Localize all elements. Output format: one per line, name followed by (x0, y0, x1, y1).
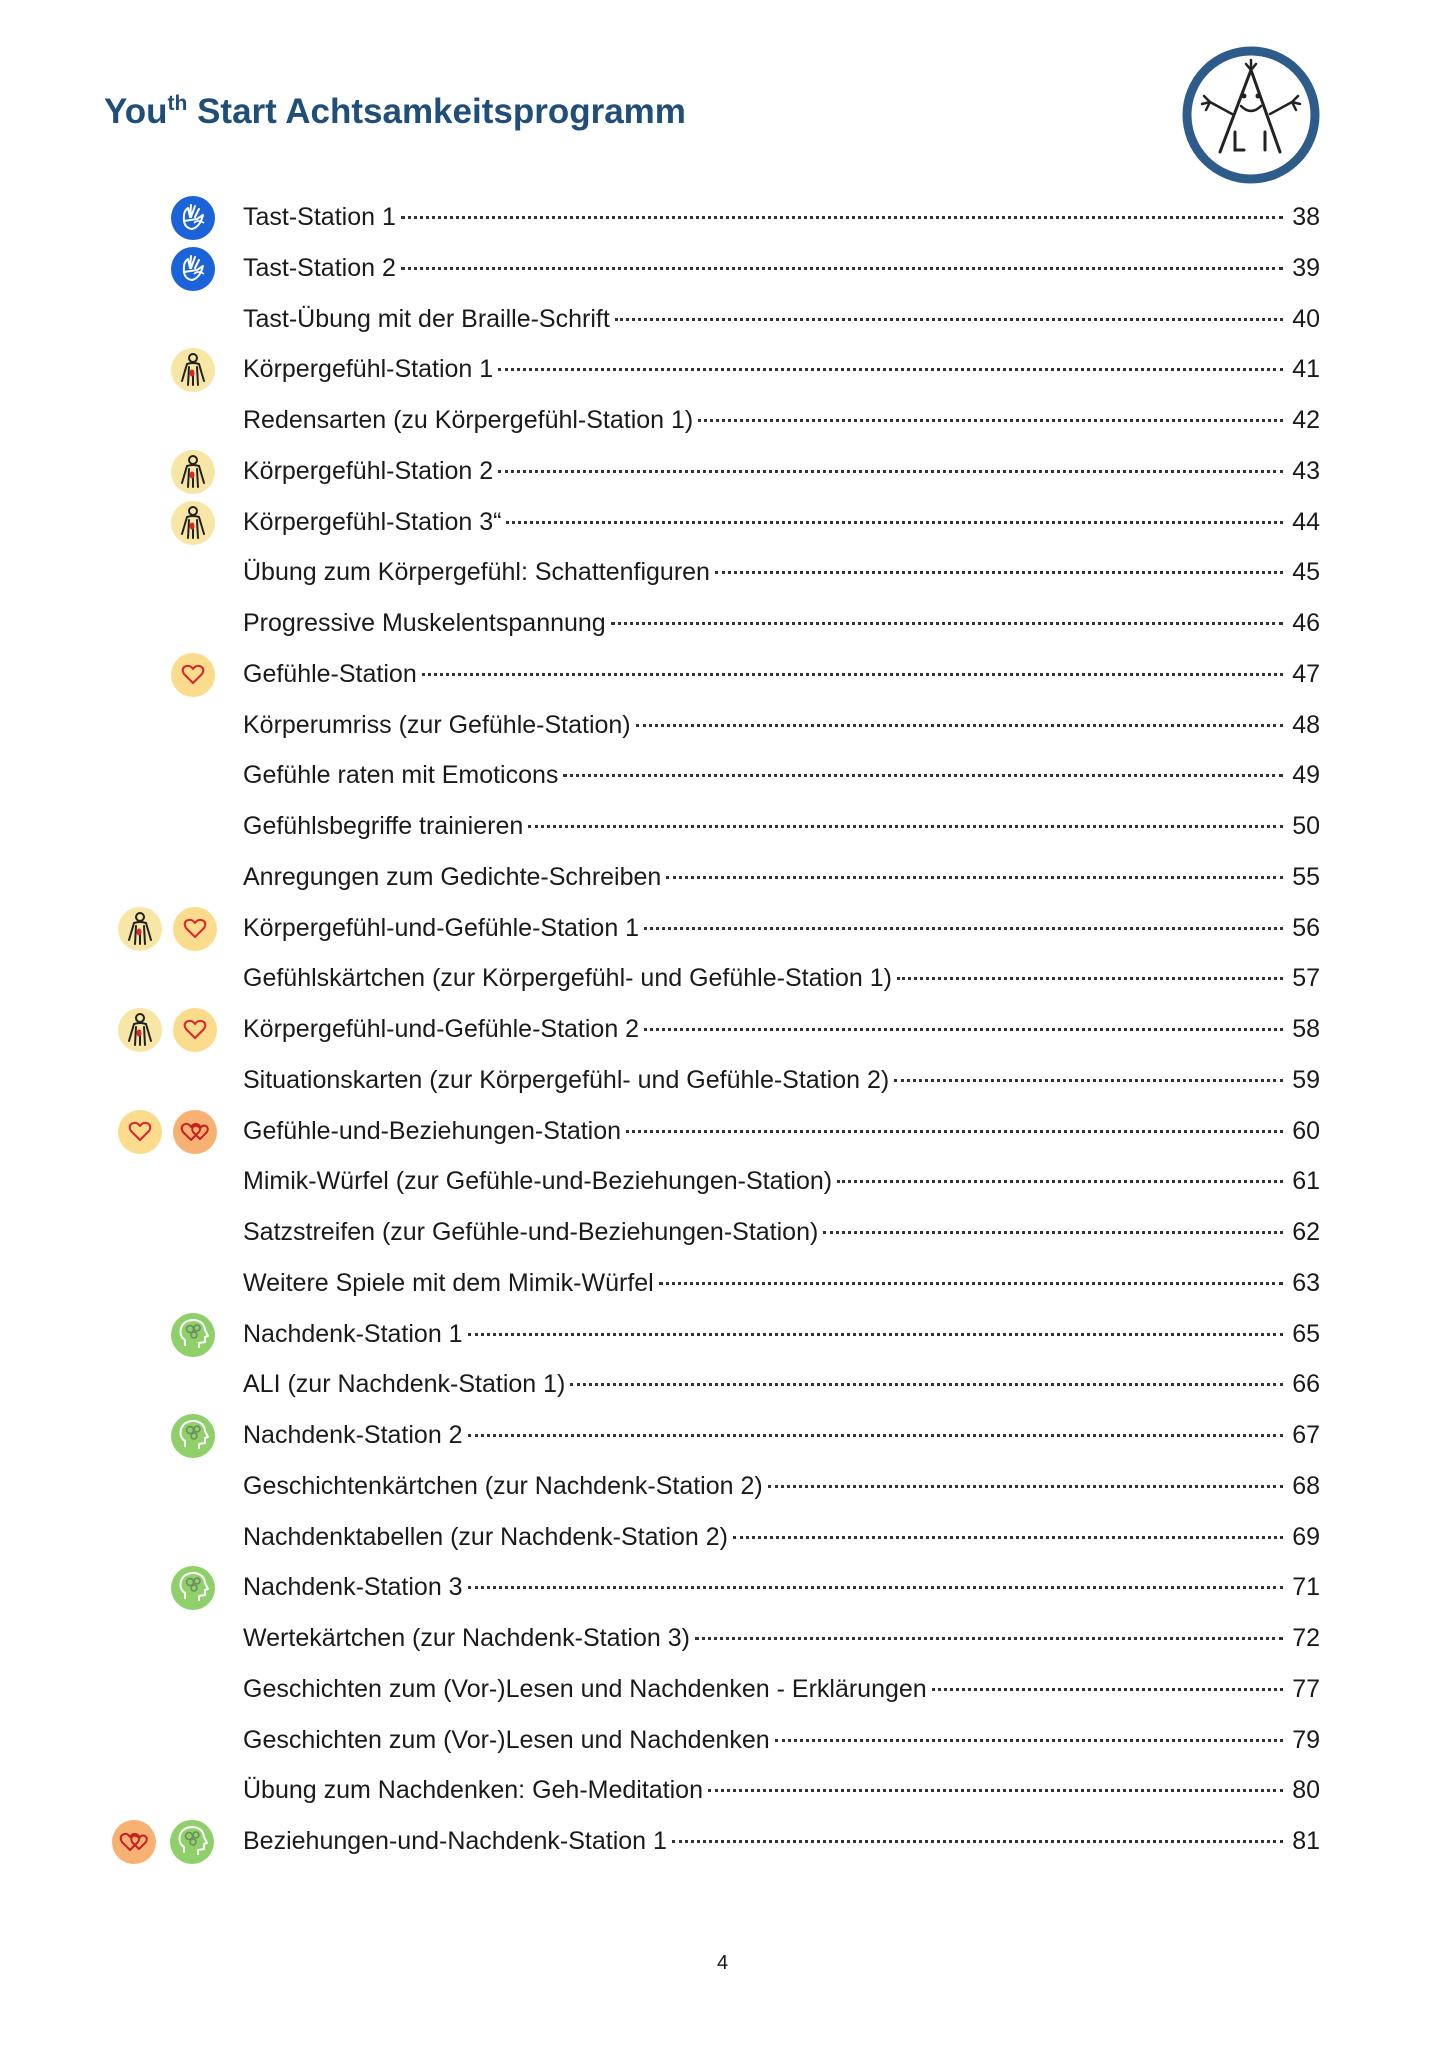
toc-entry-page: 59 (1292, 1065, 1320, 1094)
koerper-station-icon (117, 1007, 163, 1053)
toc-entry[interactable] (0, 1310, 1445, 1360)
dot-leader (498, 470, 1283, 473)
toc-entry[interactable] (0, 295, 1445, 345)
toc-entry-title: Körpergefühl-Station 2 (243, 456, 494, 485)
toc-entry-line (243, 757, 1320, 793)
toc-entry-page: 41 (1292, 355, 1320, 384)
toc-entry-title: Körpergefühl-Station 1 (243, 355, 494, 384)
toc-entry-page: 56 (1292, 913, 1320, 942)
toc-entry[interactable] (0, 1563, 1445, 1613)
toc-entry-page: 42 (1292, 406, 1320, 434)
toc-entry[interactable] (0, 1716, 1445, 1766)
dot-leader (528, 825, 1283, 828)
toc-entry-page: 79 (1292, 1725, 1320, 1754)
toc-entry-title: Weitere Spiele mit dem Mimik-Würfel (243, 1268, 654, 1297)
toc-entry-title: Beziehungen-und-Nachdenk-Station 1 (243, 1827, 667, 1855)
toc-entry[interactable] (0, 396, 1445, 446)
toc-entry-line (243, 1062, 1320, 1098)
toc-entry-page: 39 (1292, 253, 1320, 282)
toc-entry[interactable] (0, 548, 1445, 598)
toc-entry-title: Progressive Muskelentspannung (243, 609, 606, 637)
toc-entry-title: Körperumriss (zur Gefühle-Station) (243, 710, 631, 739)
toc-entry-title: Situationskarten (zur Körpergefühl- und Gefühle-Station 2) (243, 1065, 890, 1094)
nachdenk-station-icon (170, 1565, 216, 1611)
toc-entry[interactable] (0, 345, 1445, 395)
toc-entry[interactable] (0, 1005, 1445, 1055)
dot-leader (733, 1536, 1283, 1539)
toc-entry-page: 50 (1292, 812, 1320, 840)
toc-entry-line (243, 1468, 1320, 1504)
gefuehle-station-icon (170, 652, 216, 698)
toc-entry-line (243, 1316, 1320, 1352)
toc-entry-title: Nachdenk-Station 1 (243, 1319, 463, 1348)
toc-entry-line (243, 605, 1320, 641)
koerper-station-icon (170, 500, 216, 546)
toc-entry[interactable] (0, 904, 1445, 954)
toc-entry-title: Übung zum Nachdenken: Geh-Meditation (243, 1776, 703, 1805)
toc-entry-page: 63 (1292, 1268, 1320, 1297)
toc-entry-line (243, 1214, 1320, 1250)
toc-entry-title: Gefühle-und-Beziehungen-Station (243, 1116, 622, 1145)
dot-leader (894, 1079, 1283, 1082)
toc-entry[interactable] (0, 1360, 1445, 1410)
toc-entry-title: Gefühle-Station (243, 659, 417, 688)
dot-leader (644, 1028, 1283, 1031)
toc-entry-page: 69 (1292, 1522, 1320, 1551)
koerper-station-icon (117, 906, 163, 952)
toc-entry-title: Mimik-Würfel (zur Gefühle-und-Beziehungen-Station) (243, 1167, 833, 1196)
ali-logo-icon (1180, 44, 1322, 186)
toc-entry-title: Nachdenktabellen (zur Nachdenk-Station 2) (243, 1522, 728, 1551)
toc-entry-page: 48 (1292, 710, 1320, 739)
toc-entry-page: 58 (1292, 1015, 1320, 1043)
toc-entry[interactable] (0, 1107, 1445, 1157)
dot-leader (468, 1434, 1283, 1437)
toc-entry-line (243, 1671, 1320, 1707)
toc-entry-title: Übung zum Körpergefühl: Schattenfiguren (243, 558, 710, 587)
toc-entry[interactable] (0, 1614, 1445, 1664)
toc-entry-line (243, 808, 1320, 844)
title-rest: Start Achtsamkeitsprogramm (187, 92, 686, 131)
toc-entry-line (243, 1722, 1320, 1758)
dot-leader (506, 521, 1283, 524)
toc-entry-line (243, 707, 1320, 743)
toc-entry-page: 43 (1292, 456, 1320, 485)
toc-entry-line (243, 1823, 1320, 1859)
title-superscript: th (167, 92, 188, 115)
toc-entry[interactable] (0, 1411, 1445, 1461)
toc-entry-line (243, 1163, 1320, 1199)
toc-entry-page: 77 (1292, 1674, 1320, 1703)
toc-entry[interactable] (0, 751, 1445, 801)
dot-leader (837, 1180, 1283, 1183)
toc-entry[interactable] (0, 447, 1445, 497)
toc-entry-page: 55 (1292, 862, 1320, 891)
toc-entry[interactable] (0, 498, 1445, 548)
toc-entry[interactable] (0, 1157, 1445, 1207)
title-prefix: You (104, 92, 168, 131)
dot-leader (698, 419, 1283, 422)
toc-entry-page: 80 (1292, 1776, 1320, 1805)
tast-station-icon (170, 246, 216, 292)
toc-entry-title: ALI (zur Nachdenk-Station 1) (243, 1370, 566, 1399)
dot-leader (823, 1231, 1283, 1234)
toc-entry-line (243, 402, 1320, 438)
dot-leader (644, 927, 1283, 930)
dot-leader (401, 267, 1283, 270)
dot-leader (468, 1586, 1283, 1589)
gefuehle-station-icon (172, 906, 218, 952)
toc-entry[interactable] (0, 1259, 1445, 1309)
toc-entry-title: Geschichten zum (Vor-)Lesen und Nachdenken - Erklärungen (243, 1674, 927, 1703)
toc-entry-page: 66 (1292, 1370, 1320, 1399)
dot-leader (401, 216, 1283, 219)
toc-entry[interactable] (0, 701, 1445, 751)
toc-entry-line (243, 1366, 1320, 1402)
dot-leader (708, 1789, 1283, 1792)
toc-entry-page: 47 (1292, 659, 1320, 688)
toc-entry-page: 57 (1292, 964, 1320, 993)
toc-entry-title: Tast-Übung mit der Braille-Schrift (243, 304, 610, 333)
toc-entry-line (243, 1417, 1320, 1453)
toc-entry-line (243, 656, 1320, 692)
dot-leader (570, 1383, 1283, 1386)
toc-entry-line (243, 1772, 1320, 1808)
toc-entry[interactable] (0, 650, 1445, 700)
toc-entry-page: 62 (1292, 1218, 1320, 1246)
dot-leader (897, 977, 1283, 980)
nachdenk-station-icon (170, 1312, 216, 1358)
koerper-station-icon (170, 347, 216, 393)
toc-entry-title: Körpergefühl-und-Gefühle-Station 2 (243, 1015, 640, 1043)
dot-leader (498, 368, 1283, 371)
toc-entry[interactable] (0, 853, 1445, 903)
toc-entry-title: Redensarten (zu Körpergefühl-Station 1) (243, 406, 694, 434)
toc-entry[interactable] (0, 954, 1445, 1004)
toc-entry-line (243, 960, 1320, 996)
dot-leader (563, 774, 1283, 777)
toc-entry-title: Tast-Station 2 (243, 253, 396, 282)
toc-entry-page: 68 (1292, 1471, 1320, 1500)
toc-entry[interactable] (0, 1817, 1445, 1867)
toc-entry-line (243, 301, 1320, 337)
toc-entry-line (243, 1569, 1320, 1605)
toc-entry-title: Wertekärtchen (zur Nachdenk-Station 3) (243, 1624, 690, 1652)
dot-leader (611, 622, 1283, 625)
dot-leader (695, 1637, 1283, 1640)
toc-entry-title: Gefühlsbegriffe trainieren (243, 812, 524, 840)
toc-entry-title: Nachdenk-Station 2 (243, 1421, 463, 1449)
toc-entry-title: Körpergefühl-und-Gefühle-Station 1 (243, 913, 640, 942)
toc-entry-title: Geschichten zum (Vor-)Lesen und Nachdenken (243, 1725, 770, 1754)
document-title (104, 92, 686, 132)
gefuehle-station-icon (172, 1007, 218, 1053)
toc-entry[interactable] (0, 802, 1445, 852)
toc-entry-line (243, 199, 1320, 235)
toc-entry[interactable] (0, 1056, 1445, 1106)
toc-entry-line (243, 351, 1320, 387)
dot-leader (932, 1688, 1283, 1691)
dot-leader (666, 876, 1283, 879)
dot-leader (715, 571, 1283, 574)
toc-entry-title: Gefühle raten mit Emoticons (243, 761, 559, 790)
toc-entry-page: 72 (1292, 1624, 1320, 1652)
toc-entry-page: 45 (1292, 558, 1320, 587)
nachdenk-station-icon (169, 1819, 215, 1865)
toc-entry-title: Körpergefühl-Station 3“ (243, 507, 502, 536)
toc-entry[interactable] (0, 244, 1445, 294)
dot-leader (626, 1130, 1283, 1133)
gefuehle-station-icon (117, 1109, 163, 1155)
toc-entry[interactable] (0, 1665, 1445, 1715)
toc-entry[interactable] (0, 1513, 1445, 1563)
dot-leader (768, 1485, 1283, 1488)
toc-entry-line (243, 1265, 1320, 1301)
toc-entry-line (243, 453, 1320, 489)
toc-entry-page: 61 (1292, 1167, 1320, 1196)
toc-entry-line (243, 910, 1320, 946)
toc-entry[interactable] (0, 193, 1445, 243)
toc-entry-line (243, 1519, 1320, 1555)
toc-entry-line (243, 1620, 1320, 1656)
toc-entry-title: Satzstreifen (zur Gefühle-und-Beziehungen-Station) (243, 1218, 819, 1246)
toc-entry-line (243, 859, 1320, 895)
toc-entry-page: 65 (1292, 1319, 1320, 1348)
toc-entry-page: 49 (1292, 761, 1320, 790)
beziehungen-station-icon (172, 1109, 218, 1155)
toc-entry-page: 71 (1292, 1573, 1320, 1602)
toc-entry[interactable] (0, 1462, 1445, 1512)
toc-entry-page: 46 (1292, 609, 1320, 637)
toc-entry-page: 44 (1292, 507, 1320, 536)
toc-entry-title: Nachdenk-Station 3 (243, 1573, 463, 1602)
toc-entry[interactable] (0, 1208, 1445, 1258)
toc-entry-title: Geschichtenkärtchen (zur Nachdenk-Station 2) (243, 1471, 763, 1500)
toc-entry-page: 40 (1292, 304, 1320, 333)
toc-entry-line (243, 1113, 1320, 1149)
dot-leader (615, 318, 1283, 321)
dot-leader (468, 1333, 1283, 1336)
dot-leader (422, 673, 1283, 676)
toc-entry[interactable] (0, 599, 1445, 649)
toc-entry-page: 38 (1292, 203, 1320, 231)
dot-leader (636, 724, 1283, 727)
toc-entry-page: 60 (1292, 1116, 1320, 1145)
toc-entry-page: 81 (1292, 1827, 1320, 1855)
toc-entry-line (243, 1011, 1320, 1047)
toc-entry-title: Anregungen zum Gedichte-Schreiben (243, 862, 662, 891)
tast-station-icon (170, 195, 216, 241)
toc-entry-title: Gefühlskärtchen (zur Körpergefühl- und Gefühle-Station 1) (243, 964, 892, 993)
toc-entry-title: Tast-Station 1 (243, 203, 396, 231)
beziehungen-station-icon (111, 1819, 157, 1865)
dot-leader (672, 1840, 1283, 1843)
toc-entry[interactable] (0, 1766, 1445, 1816)
toc-entry-line (243, 554, 1320, 590)
dot-leader (775, 1739, 1283, 1742)
toc-entry-line (243, 250, 1320, 286)
koerper-station-icon (170, 449, 216, 495)
nachdenk-station-icon (170, 1413, 216, 1459)
toc-entry-line (243, 504, 1320, 540)
dot-leader (659, 1282, 1283, 1285)
page-number: 4 (716, 1952, 729, 1974)
toc-entry-page: 67 (1292, 1421, 1320, 1449)
